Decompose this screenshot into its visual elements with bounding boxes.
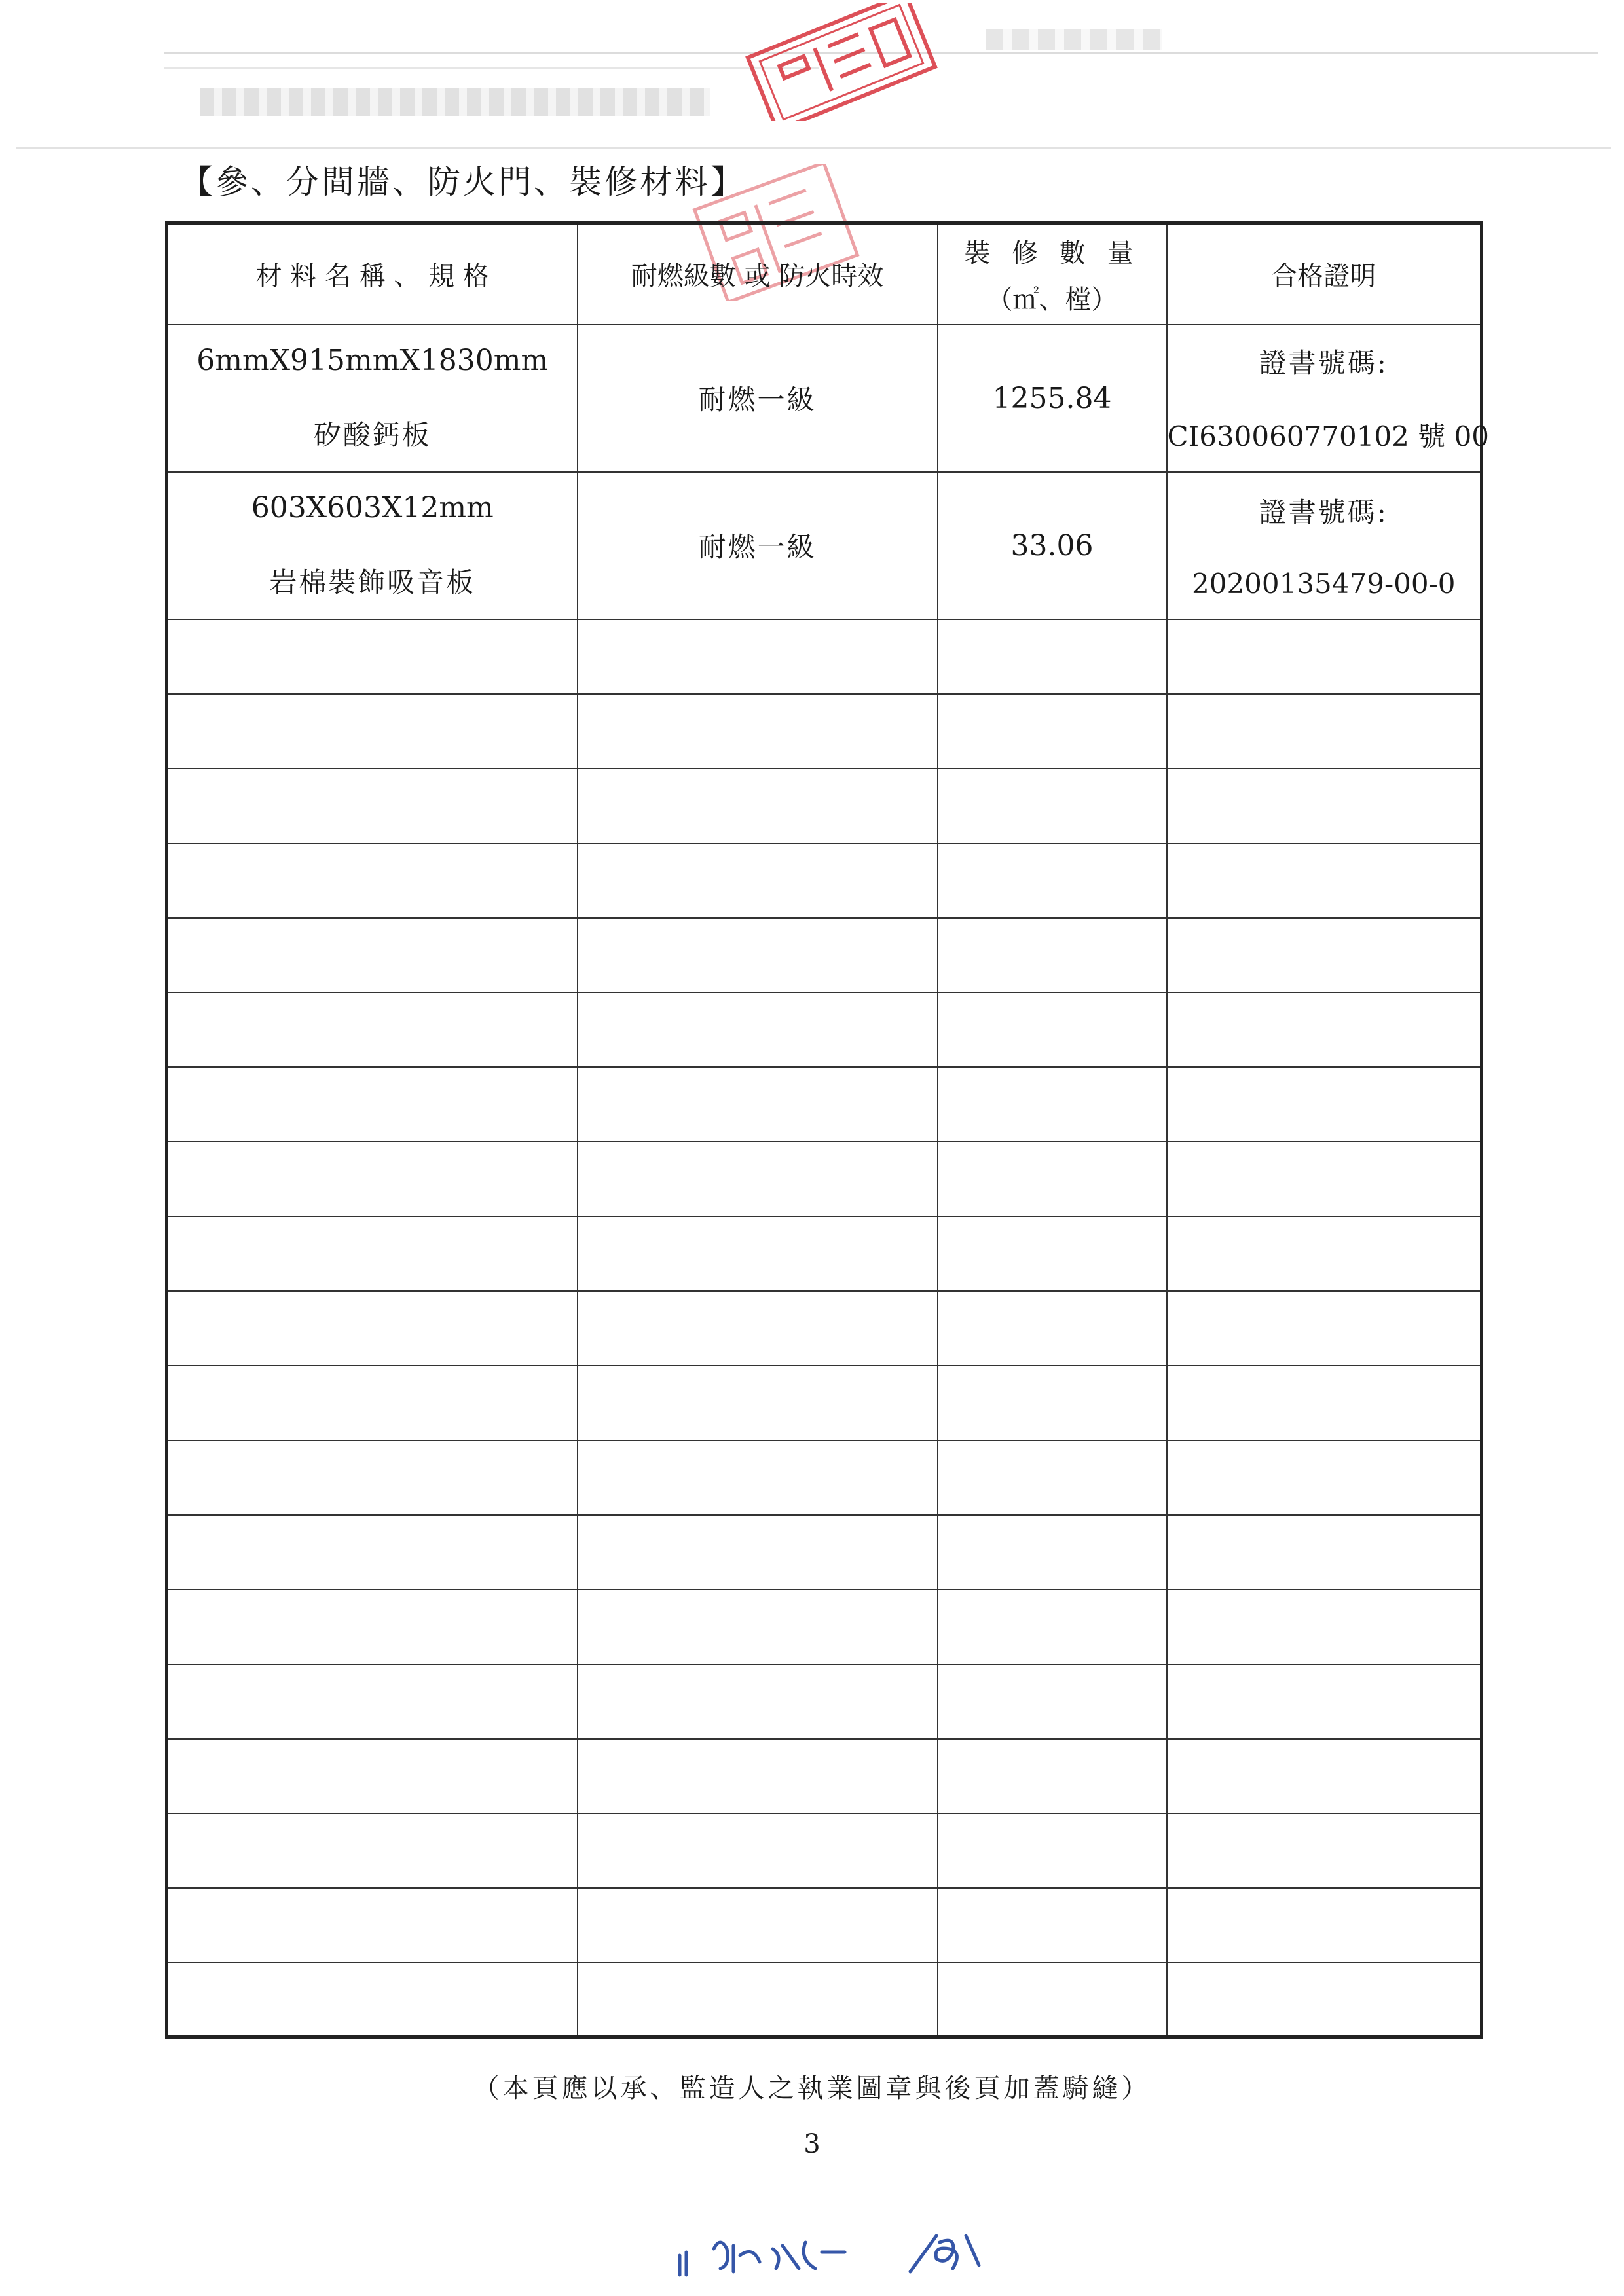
empty-table-row [167, 1515, 1482, 1590]
header-material: 材 料 名 稱 、 規 格 [167, 223, 578, 325]
empty-cell [1167, 1888, 1482, 1963]
empty-cell [167, 694, 578, 769]
empty-cell [1167, 993, 1482, 1067]
header-quantity [938, 223, 1167, 325]
header-rule-secondary [164, 67, 819, 69]
empty-table-row [167, 619, 1482, 694]
empty-cell [167, 1888, 578, 1963]
empty-cell [167, 1813, 578, 1888]
empty-cell [938, 1590, 1167, 1664]
certificate-cell [1167, 325, 1490, 472]
empty-cell [1167, 619, 1482, 694]
empty-table-row [167, 843, 1482, 918]
empty-table-row [167, 1963, 1482, 2037]
empty-cell [578, 1067, 938, 1142]
material-spec: 6mmX915mmX1830mm [196, 343, 549, 377]
empty-table-row [167, 769, 1482, 843]
empty-cell [578, 1440, 938, 1515]
materials-table [165, 221, 1490, 2039]
certificate-label: 證書號碼: [1259, 347, 1388, 380]
faded-header-text-right [986, 29, 1162, 50]
empty-cell [167, 769, 578, 843]
empty-cell [167, 1739, 578, 1813]
quantity-cell: 1255.84 [938, 325, 1167, 472]
empty-cell [578, 1813, 938, 1888]
empty-cell [938, 694, 1167, 769]
header-quantity-line1: 裝 修 數 量 [964, 238, 1140, 268]
empty-cell [578, 619, 938, 694]
empty-cell [938, 619, 1167, 694]
empty-cell [938, 1739, 1167, 1813]
empty-cell [938, 1515, 1167, 1590]
fire-rating-cell: 耐燃一級 [578, 472, 938, 619]
certificate-number: 20200135479-00-0 [1192, 568, 1456, 600]
certificate-cell [1167, 472, 1482, 619]
material-cell [167, 325, 578, 472]
empty-table-row [167, 1291, 1482, 1366]
empty-cell [578, 1291, 938, 1366]
certificate-number: CI630060770102 號 00 [1167, 420, 1490, 452]
empty-cell [167, 1963, 578, 2037]
material-cell [167, 472, 578, 619]
red-seal-stamp [730, 3, 953, 121]
empty-cell [938, 1963, 1167, 2037]
empty-table-row [167, 1440, 1482, 1515]
empty-cell [167, 993, 578, 1067]
empty-cell [167, 1664, 578, 1739]
table-row [167, 325, 1482, 472]
empty-table-row [167, 993, 1482, 1067]
empty-cell [1167, 1366, 1482, 1440]
empty-cell [578, 993, 938, 1067]
empty-cell [938, 1366, 1167, 1440]
empty-cell [938, 1664, 1167, 1739]
empty-table-row [167, 918, 1482, 993]
empty-cell [167, 918, 578, 993]
empty-cell [578, 1216, 938, 1291]
faded-header-text [200, 88, 710, 116]
empty-cell [167, 1440, 578, 1515]
fire-rating-cell: 耐燃一級 [578, 325, 938, 472]
material-name: 岩棉裝飾吸音板 [269, 566, 476, 598]
empty-table-row [167, 1590, 1482, 1664]
empty-cell [578, 769, 938, 843]
empty-cell [938, 993, 1167, 1067]
empty-table-row [167, 1216, 1482, 1291]
footer-note: （本頁應以承、監造人之執業圖章與後頁加蓋騎縫） [473, 2073, 1151, 2104]
empty-cell [938, 1888, 1167, 1963]
empty-cell [1167, 1067, 1482, 1142]
header-certificate: 合格證明 [1167, 223, 1482, 325]
empty-cell [1167, 918, 1482, 993]
section-title: 【參、分間牆、防火門、裝修材料】 [180, 163, 746, 201]
table-header-row [167, 223, 1482, 325]
empty-cell [938, 1216, 1167, 1291]
empty-cell [1167, 1216, 1482, 1291]
empty-cell [1167, 1590, 1482, 1664]
empty-cell [578, 1664, 938, 1739]
empty-cell [578, 1590, 938, 1664]
empty-cell [578, 1142, 938, 1216]
certificate-label: 證書號碼: [1259, 496, 1388, 528]
empty-cell [938, 1142, 1167, 1216]
header-quantity-line2: （㎡、樘） [986, 284, 1118, 315]
empty-cell [167, 1590, 578, 1664]
empty-table-row [167, 1067, 1482, 1142]
empty-cell [938, 1291, 1167, 1366]
empty-cell [1167, 1739, 1482, 1813]
empty-cell [938, 1813, 1167, 1888]
empty-cell [1167, 1142, 1482, 1216]
empty-table-row [167, 694, 1482, 769]
empty-cell [578, 1963, 938, 2037]
empty-cell [1167, 1291, 1482, 1366]
empty-table-row [167, 1739, 1482, 1813]
empty-cell [578, 918, 938, 993]
empty-cell [1167, 1963, 1482, 2037]
empty-cell [167, 1515, 578, 1590]
header-fire-rating: 耐燃級數 或 防火時效 [578, 223, 938, 325]
empty-table-row [167, 1366, 1482, 1440]
empty-cell [1167, 1515, 1482, 1590]
empty-cell [167, 619, 578, 694]
empty-cell [167, 1067, 578, 1142]
empty-cell [1167, 1813, 1482, 1888]
empty-cell [578, 1888, 938, 1963]
handwritten-signature [674, 2223, 1002, 2282]
empty-cell [938, 1440, 1167, 1515]
empty-table-row [167, 1888, 1482, 1963]
empty-cell [167, 1366, 578, 1440]
material-spec: 603X603X12mm [251, 490, 494, 524]
empty-cell [578, 694, 938, 769]
empty-cell [938, 843, 1167, 918]
quantity-cell: 33.06 [938, 472, 1167, 619]
empty-cell [938, 1067, 1167, 1142]
empty-cell [1167, 843, 1482, 918]
page-number: 3 [803, 2129, 821, 2159]
empty-cell [167, 1291, 578, 1366]
empty-cell [1167, 769, 1482, 843]
empty-table-row [167, 1813, 1482, 1888]
empty-cell [578, 1515, 938, 1590]
empty-cell [578, 1739, 938, 1813]
empty-cell [167, 843, 578, 918]
empty-cell [167, 1142, 578, 1216]
empty-cell [167, 1216, 578, 1291]
empty-cell [578, 843, 938, 918]
empty-rows-group [167, 619, 1482, 2037]
empty-cell [1167, 694, 1482, 769]
empty-cell [578, 1366, 938, 1440]
empty-cell [938, 918, 1167, 993]
empty-cell [1167, 1440, 1482, 1515]
empty-cell [938, 769, 1167, 843]
table-row [167, 472, 1482, 619]
empty-table-row [167, 1142, 1482, 1216]
empty-cell [1167, 1664, 1482, 1739]
material-name: 矽酸鈣板 [313, 418, 432, 451]
empty-table-row [167, 1664, 1482, 1739]
